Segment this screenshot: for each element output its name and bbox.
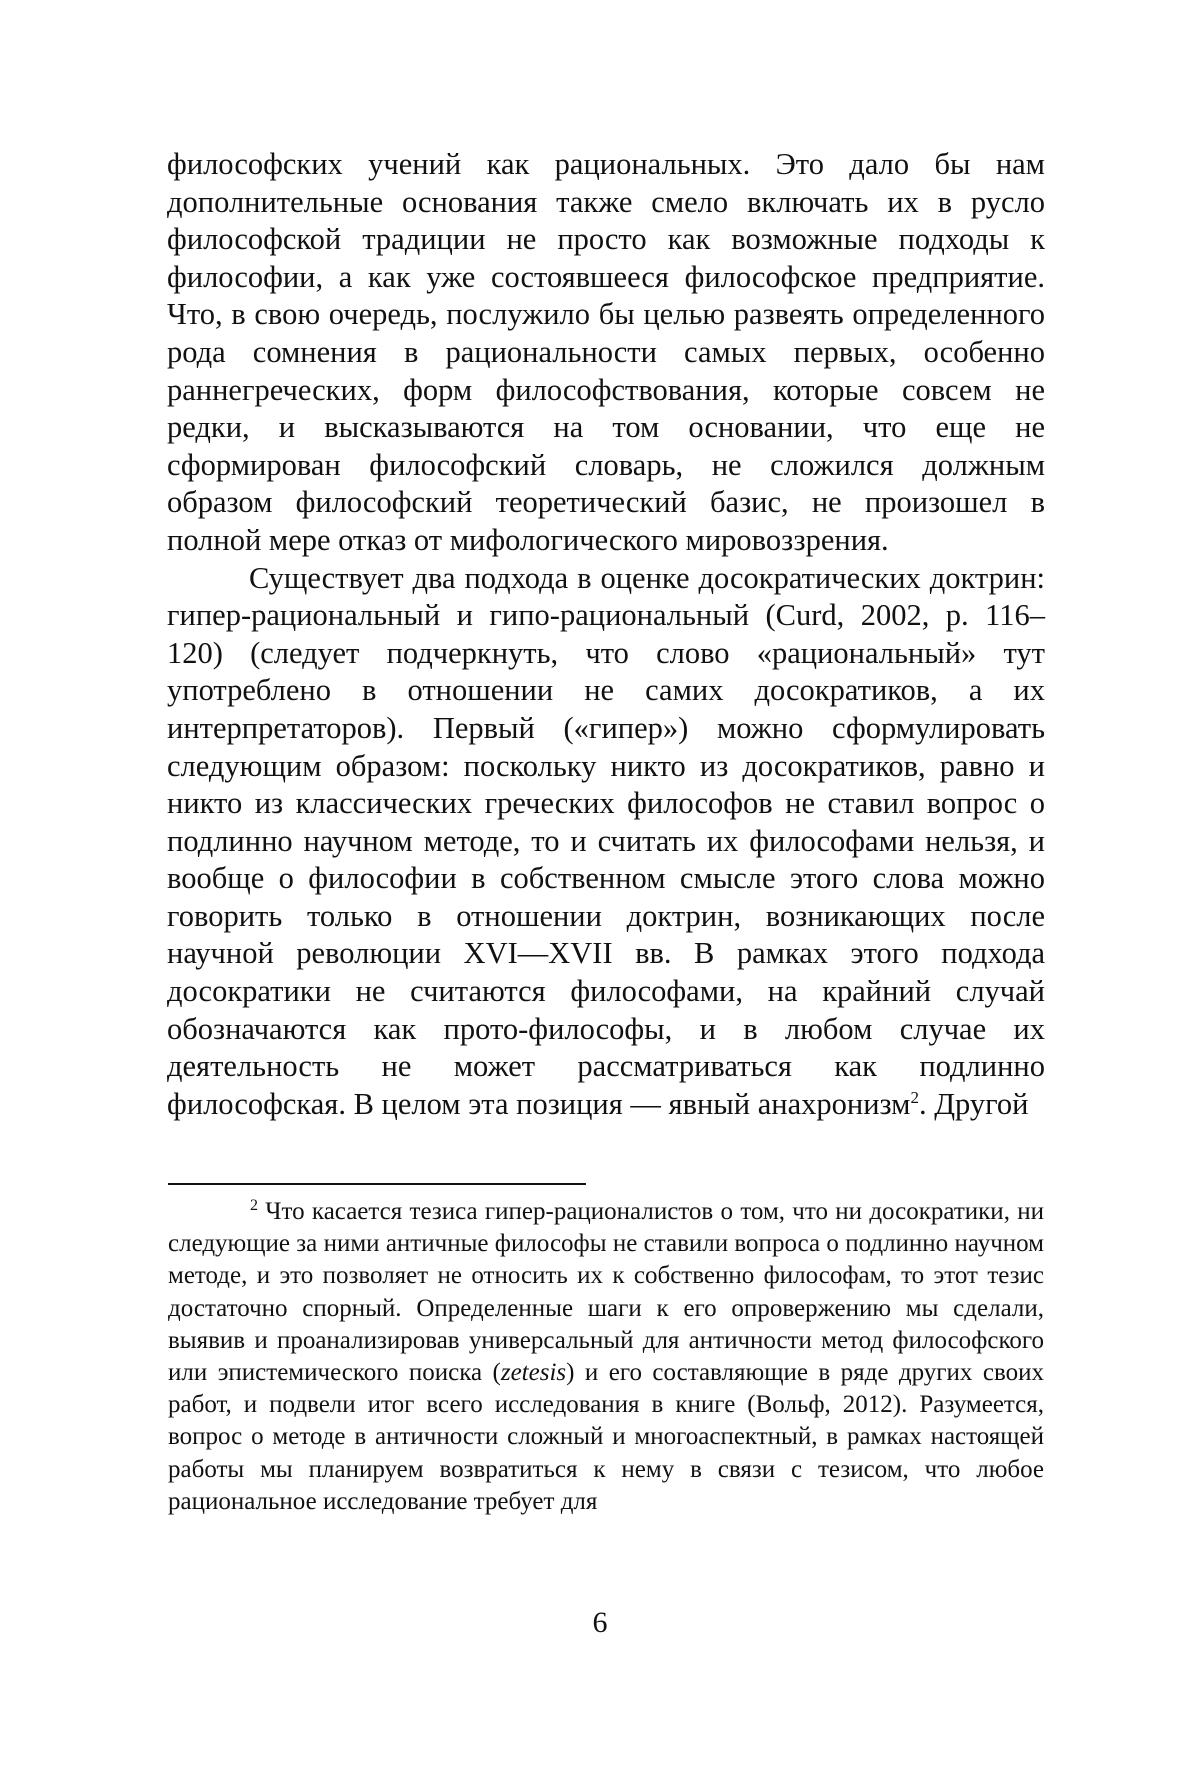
paragraph-2-tail: . Другой: [918, 1086, 1029, 1121]
footnote: [168, 1196, 1044, 1518]
footnote-italic-term: zetesis: [500, 1359, 567, 1387]
main-text: [167, 146, 1045, 1123]
footnote-reference: 2: [910, 1087, 919, 1107]
paragraph-1: философских учений как рациональных. Это дало бы нам дополнительные основания также смело включать их в русло философской традиции не просто как возможные подходы к философии, а как уже состоявшееся философское предприятие. Что, в свою очередь, послужило бы целью развеять определенного рода сомнения в рациональности самых первых, особенно раннегреческих, форм философствования, которые совсем не редки, и высказываются на том основании, что еще не сформирован философский словарь, не сложился должным образом философский теоретический базис, не произошел в полной мере отказ от мифологического мировоззрения.: [167, 147, 1045, 557]
footnote-marker: 2: [250, 1197, 258, 1214]
footnote-separator: [168, 1183, 586, 1185]
footnote-text-start: Что касается тезиса гипер-рационалистов о том, что ни досократики, ни следующие за ними античные философы не ставили вопроса о подлинно научном методе, и это позволяет не относить их к собственно философам, то этот тезис достаточно спорный. Определенные шаги к его опровержению мы сделали, выявив и проанализировав универсальный для античности метод философского или эпистемического поиска (: [168, 1198, 1044, 1387]
paragraph-2-text: Существует два подхода в оценке досократических доктрин: гипер-рациональный и гипо-рациональный (Curd, 2002, p. 116–120) (следует подчеркнуть, что слово «рациональный» тут употреблено в отношении не самих досократиков, а их интерпретаторов). Первый («гипер») можно сформулировать следующим образом: поскольку никто из досократиков, равно и никто из классических греческих философов не ставил вопрос о подлинно научном методе, то и считать их философами нельзя, и вообще о философии в собственном смысле этого слова можно говорить только в отношении доктрин, возникающих после научной революции XVI—XVII вв. В рамках этого подхода досократики не считаются философами, на крайний случай обозначаются как прото-философы, и в любом случае их деятельность не может рассматриваться как подлинно философская. В целом эта позиция — явный анахронизм: [167, 560, 1045, 1121]
paragraph-2: [167, 560, 1045, 1124]
footnote-text-end: ) и его составляющие в ряде других своих работ, и подвели итог всего исследования в книге (Вольф, 2012). Разумеется, вопрос о методе в античности сложный и многоаспектный, в рамках настоящей работы мы планируем возвратиться к нему в связи с тезисом, что любое рациональное исследование требует для: [168, 1359, 1044, 1515]
page-number: 6: [592, 1606, 608, 1639]
